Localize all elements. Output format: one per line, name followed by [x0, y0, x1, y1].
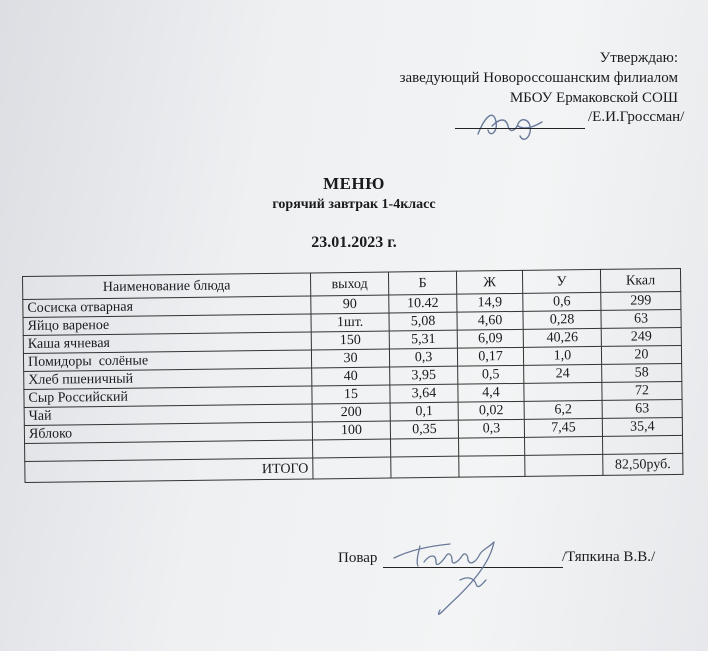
fat-value: 4,60: [457, 311, 523, 330]
total-empty-cell: [459, 455, 525, 477]
portion-value: 150: [311, 331, 389, 350]
dish-name: Каша ячневая: [23, 332, 311, 354]
protein-value: 0,35: [390, 420, 458, 439]
portion-value: 1шт.: [311, 313, 389, 332]
kcal-value: 58: [602, 363, 682, 382]
dish-name: Помидоры солёные: [23, 350, 311, 372]
dish-name: Яблоко: [24, 422, 312, 444]
dish-name: Сыр Российский: [24, 386, 312, 408]
kcal-value: 20: [601, 345, 681, 364]
header-protein: Б: [388, 271, 456, 295]
total-empty-cell: [525, 454, 603, 476]
portion-value: 90: [311, 295, 389, 314]
menu-title: МЕНЮ: [323, 174, 385, 193]
fat-value: 14,9: [457, 293, 523, 312]
portion-value: 15: [312, 385, 390, 404]
portion-value: 40: [312, 367, 390, 386]
carbs-value: 0,28: [523, 310, 601, 329]
fat-value: 0,02: [458, 401, 524, 420]
menu-date: 23.01.2023 г.: [311, 234, 397, 251]
header-carbs: У: [522, 269, 600, 293]
approver-signature-line: [455, 128, 585, 129]
portion-value: [313, 439, 391, 458]
approval-organization: МБОУ Ермаковской СОШ: [509, 90, 678, 106]
dish-name: Яйцо вареное: [23, 314, 311, 336]
kcal-value: 72: [602, 381, 682, 400]
total-label: ИТОГО: [25, 458, 313, 483]
approval-block: [400, 48, 678, 108]
carbs-value: 1,0: [523, 346, 601, 365]
protein-value: 5,31: [389, 330, 457, 349]
protein-value: [391, 438, 459, 457]
portion-value: 100: [312, 421, 390, 440]
carbs-value: 40,26: [523, 328, 601, 347]
header-dish-name: Наименование блюда: [23, 273, 311, 300]
protein-value: 3,64: [390, 384, 458, 403]
menu-table: [22, 268, 683, 483]
cook-label: Повар: [338, 550, 378, 566]
header-fat: Ж: [456, 270, 522, 294]
total-empty-cell: [313, 457, 391, 479]
kcal-value: 299: [601, 291, 681, 310]
fat-value: 0,17: [457, 347, 523, 366]
total-empty-cell: [391, 456, 459, 478]
carbs-value: [525, 436, 603, 455]
fat-value: 0,5: [458, 365, 524, 384]
fat-value: [459, 437, 525, 456]
kcal-value: [603, 435, 683, 454]
approval-position: заведующий Новороссошанским филиалом: [399, 70, 678, 86]
portion-value: 200: [312, 403, 390, 422]
dish-name: Хлеб пшеничный: [24, 368, 312, 390]
carbs-value: 0,6: [523, 292, 601, 311]
protein-value: 0,3: [389, 348, 457, 367]
protein-value: 10.42: [389, 294, 457, 313]
dish-name: Чай: [24, 404, 312, 426]
protein-value: 3,95: [390, 366, 458, 385]
fat-value: 6,09: [457, 329, 523, 348]
kcal-value: 249: [601, 327, 681, 346]
dish-name: Сосиска отварная: [23, 296, 311, 318]
approver-signature: [472, 104, 552, 148]
approver-name: /Е.И.Гроссман/: [588, 109, 685, 125]
carbs-value: [524, 382, 602, 401]
cook-name: /Тяпкина В.В./: [562, 549, 656, 565]
fat-value: 0,3: [458, 419, 524, 438]
kcal-value: 63: [601, 309, 681, 328]
header-portion: выход: [310, 272, 388, 296]
portion-value: 30: [311, 349, 389, 368]
fat-value: 4,4: [458, 383, 524, 402]
cook-signature: [390, 532, 520, 624]
total-value: 82,50руб.: [603, 453, 683, 475]
kcal-value: 63: [602, 399, 682, 418]
kcal-value: 35,4: [602, 417, 682, 436]
approval-heading: Утверждаю:: [599, 50, 678, 66]
protein-value: 5,08: [389, 312, 457, 331]
header-kcal: Ккал: [600, 268, 680, 292]
menu-subtitle: горячий завтрак 1-4класс: [272, 197, 436, 212]
carbs-value: 7,45: [524, 418, 602, 437]
carbs-value: 24: [524, 364, 602, 383]
protein-value: 0,1: [390, 402, 458, 421]
carbs-value: 6,2: [524, 400, 602, 419]
